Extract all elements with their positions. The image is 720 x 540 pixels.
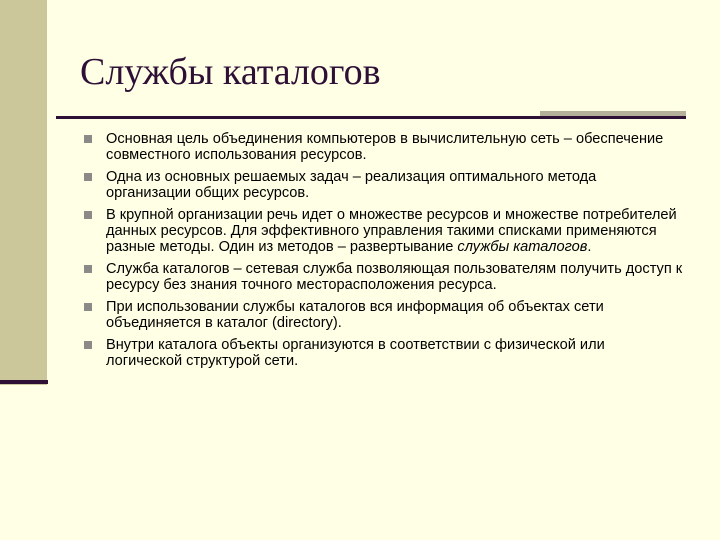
square-bullet-icon	[84, 135, 92, 143]
left-band-accent-line	[0, 380, 48, 384]
bullet-text: Одна из основных решаемых задач – реализация оптимального метода организации общих ресурсов.	[106, 169, 597, 201]
bullet-list	[84, 131, 684, 375]
bullet-emphasis-text: службы каталогов	[457, 239, 588, 255]
left-decorative-band	[0, 0, 47, 385]
square-bullet-icon	[84, 265, 92, 273]
bullet-text: Служба каталогов – сетевая служба позволяющая пользователям получить доступ к ресурсу без знания точного месторасположения ресурса.	[106, 261, 683, 293]
bullet-text-tail: .	[587, 239, 592, 255]
bullet-item-5	[84, 299, 684, 331]
square-bullet-icon	[84, 303, 92, 311]
slide-title: Службы каталогов	[80, 51, 381, 93]
square-bullet-icon	[84, 211, 92, 219]
bullet-text: Основная цель объединения компьютеров в вычислительную сеть – обеспечение совместного использования ресурсов.	[106, 131, 664, 163]
bullet-item-1	[84, 131, 684, 163]
bullet-text: В крупной организации речь идет о множестве ресурсов и множестве потребителей данных ресурсов. Для эффективного управления такими списками применяются разные методы. Один из методов – развертывание	[106, 207, 677, 255]
bullet-item-6	[84, 337, 684, 369]
bullet-text: Внутри каталога объекты организуются в соответствии с физической или логической структурой сети.	[106, 337, 605, 369]
bullet-item-2	[84, 169, 684, 201]
square-bullet-icon	[84, 173, 92, 181]
title-divider	[56, 116, 686, 119]
square-bullet-icon	[84, 341, 92, 349]
bullet-item-4	[84, 261, 684, 293]
bullet-text: При использовании службы каталогов вся информация об объектах сети объединяется в каталог (directory).	[106, 299, 604, 331]
bullet-item-3	[84, 207, 684, 255]
